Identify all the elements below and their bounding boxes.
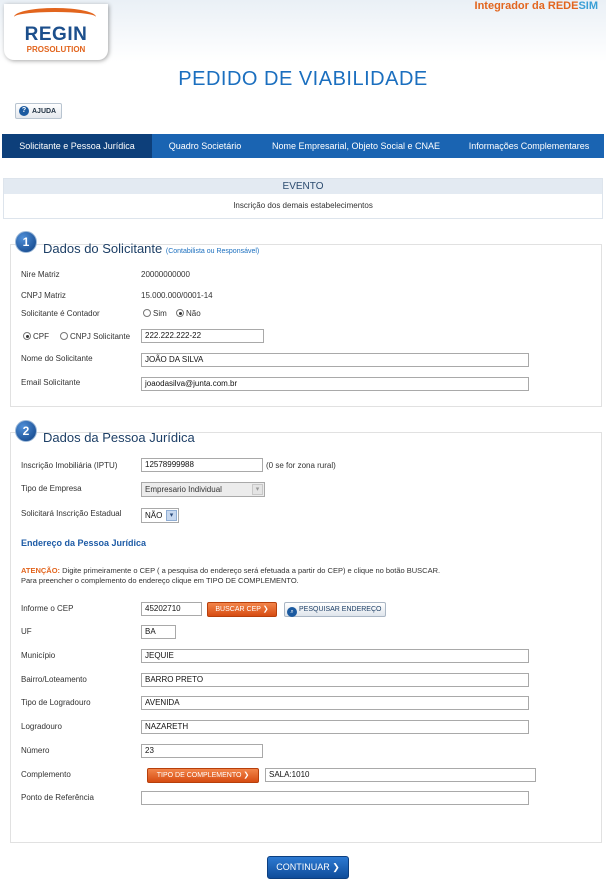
solicitante-subtitle: (Contabilista ou Responsável) [165,248,260,255]
numero-label: Número [21,746,50,755]
solicitante-title [43,241,259,256]
contador-sim-label: Sim [153,309,167,318]
contador-label: Solicitante é Contador [21,309,100,318]
endereco-title: Endereço da Pessoa Jurídica [21,538,147,548]
nome-input[interactable]: JOÃO DA SILVA [141,353,529,367]
tab-nome-empresarial[interactable]: Nome Empresarial, Objeto Social e CNAE [271,141,441,151]
section-2-number: 2 [15,420,37,442]
atencao-label: ATENÇÃO: [21,566,61,575]
help-label: AJUDA [32,107,57,115]
solicitante-title-text: Dados do Solicitante [43,241,163,256]
continuar-button[interactable] [267,856,349,879]
tipo-empresa-label: Tipo de Empresa [21,484,82,493]
pessoa-juridica-title: Dados da Pessoa Jurídica [43,430,195,445]
tipo-logradouro-input[interactable]: AVENIDA [141,696,529,710]
wizard-tabs [2,134,604,158]
cnpj-solicitante-radio[interactable] [60,332,68,340]
tipo-empresa-value: Empresario Individual [145,485,222,494]
inscricao-estadual-value: NÃO [145,511,163,520]
cpf-option[interactable] [23,332,49,341]
contador-nao-option[interactable] [176,309,201,318]
cep-label: Informe o CEP [21,604,74,613]
pesquisar-label: PESQUISAR ENDEREÇO [299,606,382,613]
contador-nao-radio[interactable] [176,309,184,317]
complemento-input[interactable]: SALA:1010 [265,768,536,782]
municipio-label: Município [21,651,56,660]
cep-input[interactable]: 45202710 [141,602,202,616]
uf-label: UF [21,627,32,636]
atencao-text: Digite primeiramente o CEP ( a pesquisa do endereço será efetuada a partir do CEP) e clique no botão BUSCAR. [60,566,441,575]
tab-informacoes-complementares[interactable]: Informações Complementares [468,141,590,151]
cnpj-matriz-label: CNPJ Matriz [21,291,66,300]
complemento-label: Complemento [21,770,71,779]
pesquisar-endereco-button[interactable] [284,602,386,617]
municipio-input[interactable]: JEQUIE [141,649,529,663]
continuar-label: CONTINUAR [276,862,330,872]
cnpj-solicitante-option[interactable] [60,332,130,341]
chevron-right-icon: ❯ [332,862,340,872]
uf-input[interactable]: BA [141,625,176,639]
chevron-right-icon: ❯ [243,772,250,779]
numero-input[interactable]: 23 [141,744,263,758]
integrador-prefix: Integrador da [474,0,548,12]
inscricao-estadual-select[interactable] [141,508,179,523]
tipo-complemento-button[interactable] [147,768,259,783]
evento-value: Inscrição dos demais estabelecimentos [233,201,373,210]
regin-logo [4,4,108,60]
search-icon: ⌕ [287,607,297,617]
atencao-note [21,566,440,586]
atencao-text-2: Para preencher o complemento do endereço clique em TIPO DE COMPLEMENTO. [21,576,299,585]
integrador-rede: REDE [547,0,579,12]
tipo-empresa-select[interactable] [141,482,265,497]
iptu-label: Inscrição Imobiliária (IPTU) [21,461,118,470]
tab-quadro-societario[interactable]: Quadro Societário [168,141,242,151]
cnpj-solicitante-label: CNPJ Solicitante [70,332,131,341]
buscar-cep-label: BUSCAR CEP [215,606,261,613]
referencia-input[interactable] [141,791,529,805]
nome-label: Nome do Solicitante [21,354,93,363]
integrador-redesim-brand [475,0,598,12]
help-button[interactable] [15,103,62,119]
referencia-label: Ponto de Referência [21,793,94,802]
contador-nao-label: Não [186,309,201,318]
chevron-down-icon: ▾ [252,484,263,495]
cpf-input[interactable]: 222.222.222-22 [141,329,264,343]
email-label: Email Solicitante [21,378,81,387]
inscricao-estadual-label: Solicitará Inscrição Estadual [21,509,122,518]
iptu-hint: (0 se for zona rural) [266,461,336,470]
chevron-right-icon: ❯ [262,606,269,613]
cnpj-matriz-value: 15.000.000/0001-14 [141,291,213,300]
cpf-label: CPF [33,332,49,341]
evento-title: EVENTO [4,179,602,194]
logradouro-label: Logradouro [21,722,62,731]
section-1-number: 1 [15,231,37,253]
logo-sub-text: PROSOLUTION [26,45,86,54]
tab-solicitante[interactable]: Solicitante e Pessoa Jurídica [2,134,152,158]
page-title: PEDIDO DE VIABILIDADE [178,68,428,90]
cpf-radio[interactable] [23,332,31,340]
buscar-cep-button[interactable] [207,602,277,617]
integrador-sim: SIM [578,0,598,12]
nire-value: 20000000000 [141,270,190,279]
help-icon: ? [19,106,29,116]
top-header [0,0,606,62]
bairro-label: Bairro/Loteamento [21,675,87,684]
evento-panel [3,178,603,219]
contador-sim-option[interactable] [143,309,167,318]
bairro-input[interactable]: BARRO PRETO [141,673,529,687]
email-input[interactable]: joaodasilva@junta.com.br [141,377,529,391]
chevron-down-icon: ▾ [166,510,177,521]
iptu-input[interactable]: 12578999988 [141,458,263,472]
logradouro-input[interactable]: NAZARETH [141,720,529,734]
logo-main-text: REGIN [24,24,88,45]
contador-sim-radio[interactable] [143,309,151,317]
tipo-complemento-label: TIPO DE COMPLEMENTO [156,772,242,779]
nire-label: Nire Matriz [21,270,60,279]
tipo-logradouro-label: Tipo de Logradouro [21,698,91,707]
